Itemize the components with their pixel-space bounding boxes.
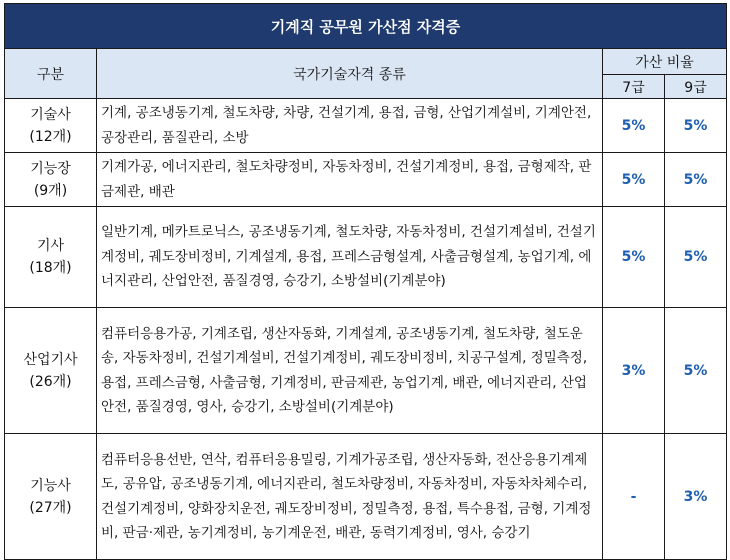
category-cell bbox=[5, 207, 97, 308]
header-licenses: 국가기술자격 종류 bbox=[97, 49, 603, 99]
category-count: (18개) bbox=[29, 260, 72, 276]
table-row bbox=[5, 99, 727, 153]
grade9-rate: 5% bbox=[665, 153, 727, 207]
grade7-rate: 5% bbox=[603, 207, 665, 308]
grade7-rate: - bbox=[603, 434, 665, 560]
header-grade7: 7급 bbox=[603, 75, 665, 99]
grade9-rate: 5% bbox=[665, 99, 727, 153]
certificate-table bbox=[4, 3, 727, 560]
table-title: 기계직 공무원 가산점 자격증 bbox=[5, 4, 727, 49]
category-cell bbox=[5, 308, 97, 434]
category-cell bbox=[5, 434, 97, 560]
category-count: (9개) bbox=[33, 182, 68, 199]
header-row bbox=[5, 49, 727, 75]
table-row bbox=[5, 153, 727, 207]
title-row bbox=[5, 4, 727, 49]
table-row bbox=[5, 207, 727, 308]
grade7-rate: 5% bbox=[603, 99, 665, 153]
category-count: (26개) bbox=[29, 373, 72, 390]
category-name: 기능장 bbox=[30, 160, 71, 177]
license-list: 일반기계, 메카트로닉스, 공조냉동기계, 철도차량, 자동차정비, 건설기계설비, 건설기계정비, 궤도장비정비, 기계설계, 용접, 프레스금형설계, 사출금형설계, 농업기계, 에너지관리, 산업안전, 품질경영, 승강기, 소방설비(기계분야) bbox=[97, 207, 603, 308]
category-count: (27개) bbox=[29, 499, 72, 516]
table-row bbox=[5, 308, 727, 434]
header-category: 구분 bbox=[5, 49, 97, 99]
license-list: 기계가공, 에너지관리, 철도차량정비, 자동차정비, 건설기계정비, 용접, 금형제작, 판금제관, 배관 bbox=[97, 153, 603, 207]
license-list: 기계, 공조냉동기계, 철도차량, 차량, 건설기계, 용접, 금형, 산업기계설비, 기계안전, 공장관리, 품질관리, 소방 bbox=[97, 99, 603, 153]
table-row bbox=[5, 434, 727, 560]
category-count: (12개) bbox=[29, 128, 72, 145]
grade9-rate: 5% bbox=[665, 207, 727, 308]
grade9-rate: 5% bbox=[665, 308, 727, 434]
license-list: 컴퓨터응용선반, 연삭, 컴퓨터응용밀링, 기계가공조립, 생산자동화, 전산응용기계제도, 공유압, 공조냉동기계, 에너지관리, 철도차량정비, 자동차정비, 자동차차체수리, 건설기계정비, 양화장치운전, 궤도장비정비, 정밀측정, 용접, 특수용접, 금형, 기계정비, 판금·제관, 농기계정비, 농기계운전, 배관, 동력기계정비, 영사, 승강기 bbox=[97, 434, 603, 560]
category-name: 기사 bbox=[36, 238, 65, 254]
header-bonus-rate: 가산 비율 bbox=[603, 49, 727, 75]
category-name: 산업기사 bbox=[23, 351, 78, 368]
category-name: 기능사 bbox=[30, 477, 71, 494]
grade7-rate: 5% bbox=[603, 153, 665, 207]
grade7-rate: 3% bbox=[603, 308, 665, 434]
category-name: 기술사 bbox=[30, 106, 71, 123]
grade9-rate: 3% bbox=[665, 434, 727, 560]
license-list: 컴퓨터응용가공, 기계조립, 생산자동화, 기계설계, 공조냉동기계, 철도차량, 철도운송, 자동차정비, 건설기계설비, 건설기계정비, 궤도장비정비, 치공구설계, 정밀측정, 용접, 프레스금형, 사출금형, 기계정비, 판금제관, 농업기계, 배관, 에너지관리, 산업안전, 품질경영, 영사, 승강기, 소방설비(기계분야) bbox=[97, 308, 603, 434]
category-cell bbox=[5, 153, 97, 207]
certificate-table-container bbox=[4, 3, 726, 560]
category-cell bbox=[5, 99, 97, 153]
header-grade9: 9급 bbox=[665, 75, 727, 99]
